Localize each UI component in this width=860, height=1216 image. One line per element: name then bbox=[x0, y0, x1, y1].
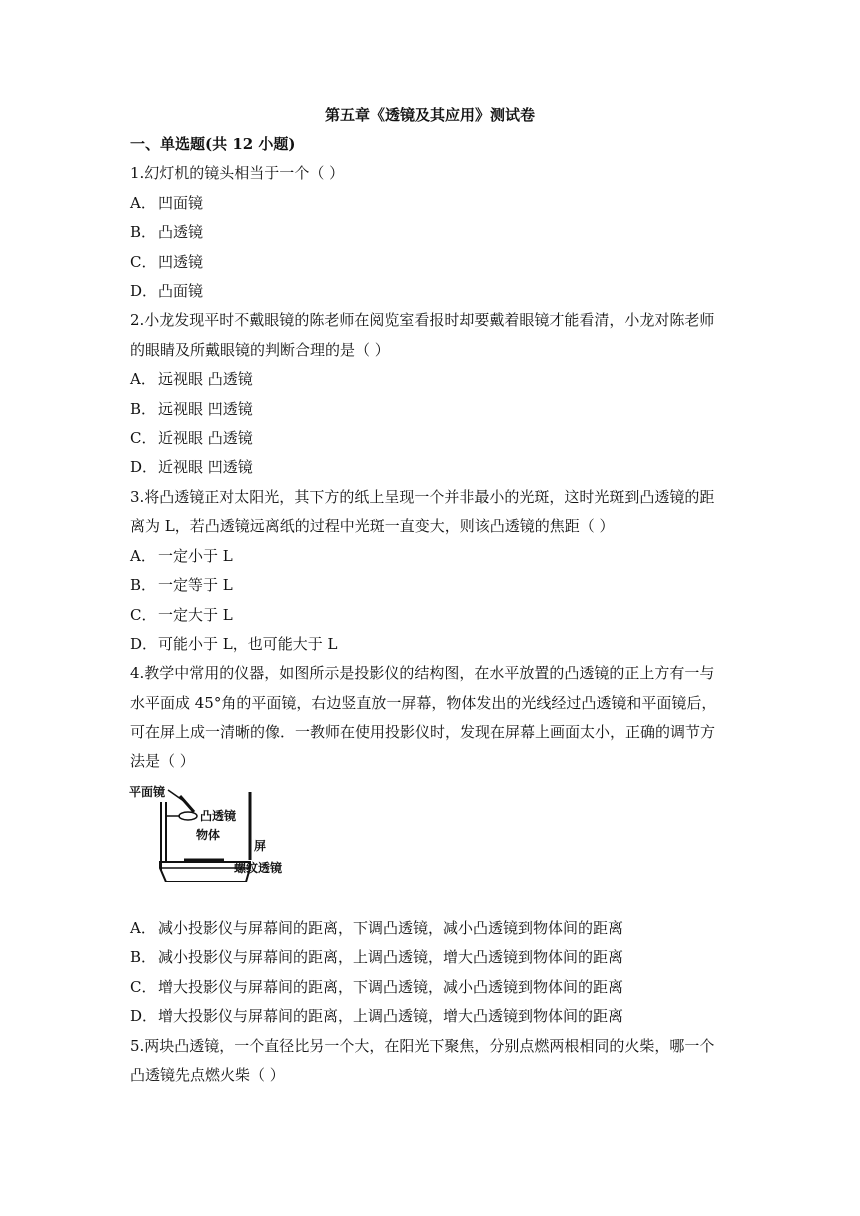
option-letter: C． bbox=[130, 253, 157, 271]
label-convex-lens: 凸透镜 bbox=[200, 809, 237, 823]
question-3-option-c[interactable] bbox=[130, 604, 740, 626]
question-1-stem: 1.幻灯机的镜头相当于一个（ ） bbox=[130, 164, 345, 182]
question-2-option-d[interactable] bbox=[130, 456, 740, 478]
question-2-option-b[interactable] bbox=[130, 398, 740, 420]
option-letter: D． bbox=[130, 282, 158, 300]
option-text: 近视眼 凸透镜 bbox=[158, 429, 253, 447]
question-4-option-a[interactable] bbox=[130, 917, 740, 939]
label-object: 物体 bbox=[196, 828, 221, 842]
option-text: 增大投影仪与屏幕间的距离，下调凸透镜，减小凸透镜到物体间的距离 bbox=[158, 978, 624, 996]
option-text: 凹面镜 bbox=[158, 194, 204, 212]
option-text: 近视眼 凹透镜 bbox=[158, 458, 253, 476]
option-letter: B． bbox=[130, 400, 157, 418]
question-4-stem-line-2: 水平面成 45°角的平面镜，右边竖直放一屏幕，物体发出的光线经过凸透镜和平面镜后， bbox=[130, 694, 717, 712]
option-letter: B． bbox=[130, 576, 157, 594]
option-letter: C． bbox=[130, 429, 157, 447]
option-text: 可能小于 L，也可能大于 L bbox=[158, 635, 338, 653]
question-3-stem-line-2: 离为 L，若凸透镜远离纸的过程中光斑一直变大，则该凸透镜的焦距（ ） bbox=[130, 517, 615, 535]
option-letter: A． bbox=[130, 547, 156, 565]
projector-diagram bbox=[128, 782, 298, 882]
option-text: 减小投影仪与屏幕间的距离，下调凸透镜，减小凸透镜到物体间的距离 bbox=[158, 919, 624, 937]
question-4-option-b[interactable] bbox=[130, 946, 740, 968]
option-letter: D． bbox=[130, 635, 158, 653]
option-letter: C． bbox=[130, 606, 157, 624]
label-fresnel-lens: 螺纹透镜 bbox=[234, 861, 283, 875]
option-text: 远视眼 凸透镜 bbox=[158, 370, 253, 388]
option-letter: A． bbox=[130, 919, 156, 937]
question-1-option-d[interactable] bbox=[130, 280, 740, 302]
question-1-option-a[interactable] bbox=[130, 192, 740, 214]
page-title: 第五章《透镜及其应用》测试卷 bbox=[324, 106, 535, 124]
question-1-option-b[interactable] bbox=[130, 221, 740, 243]
label-screen: 屏 bbox=[254, 839, 267, 853]
question-5-stem-line-2: 凸透镜先点燃火柴（ ） bbox=[130, 1066, 285, 1084]
question-4-stem-line-4: 法是（ ） bbox=[130, 752, 195, 770]
option-letter: D． bbox=[130, 1007, 158, 1025]
question-2-stem-line-1: 2.小龙发现平时不戴眼镜的陈老师在阅览室看报时却要戴着眼镜才能看清，小龙对陈老师 bbox=[130, 311, 715, 329]
label-plane-mirror: 平面镜 bbox=[129, 785, 166, 799]
option-text: 一定等于 L bbox=[158, 576, 233, 594]
plane-mirror-shape bbox=[180, 796, 194, 812]
option-text: 凹透镜 bbox=[158, 253, 204, 271]
option-letter: D． bbox=[130, 458, 158, 476]
question-4-option-d[interactable] bbox=[130, 1005, 740, 1027]
option-text: 远视眼 凹透镜 bbox=[158, 400, 253, 418]
option-text: 一定小于 L bbox=[158, 547, 233, 565]
option-text: 凸面镜 bbox=[158, 282, 204, 300]
question-2-option-c[interactable] bbox=[130, 427, 740, 449]
option-text: 凸透镜 bbox=[158, 223, 204, 241]
question-3-option-d[interactable] bbox=[130, 633, 740, 655]
question-4-stem-line-3: 可在屏上成一清晰的像．一教师在使用投影仪时，发现在屏幕上画面太小，正确的调节方 bbox=[130, 723, 716, 741]
option-letter: C． bbox=[130, 978, 157, 996]
option-letter: B． bbox=[130, 223, 157, 241]
option-text: 减小投影仪与屏幕间的距离，上调凸透镜，增大凸透镜到物体间的距离 bbox=[158, 948, 624, 966]
question-2-option-a[interactable] bbox=[130, 368, 740, 390]
question-2-stem-line-2: 的眼睛及所戴眼镜的判断合理的是（ ） bbox=[130, 341, 390, 359]
question-1-option-c[interactable] bbox=[130, 251, 740, 273]
option-letter: A． bbox=[130, 194, 156, 212]
section-heading: 一、单选题(共 12 小题) bbox=[130, 135, 296, 153]
question-3-stem-line-1: 3.将凸透镜正对太阳光，其下方的纸上呈现一个并非最小的光斑，这时光斑到凸透镜的距 bbox=[130, 488, 715, 506]
question-3-option-b[interactable] bbox=[130, 574, 740, 596]
question-4-option-c[interactable] bbox=[130, 976, 740, 998]
question-5-stem-line-1: 5.两块凸透镜，一个直径比另一个大，在阳光下聚焦，分别点燃两根相同的火柴，哪一个 bbox=[130, 1037, 715, 1055]
option-letter: B． bbox=[130, 948, 157, 966]
convex-lens-shape bbox=[179, 812, 197, 820]
option-text: 增大投影仪与屏幕间的距离，上调凸透镜，增大凸透镜到物体间的距离 bbox=[158, 1007, 624, 1025]
question-4-stem-line-1: 4.教学中常用的仪器，如图所示是投影仪的结构图，在水平放置的凸透镜的正上方有一与 bbox=[130, 664, 715, 682]
option-letter: A． bbox=[130, 370, 156, 388]
question-3-option-a[interactable] bbox=[130, 545, 740, 567]
option-text: 一定大于 L bbox=[158, 606, 233, 624]
